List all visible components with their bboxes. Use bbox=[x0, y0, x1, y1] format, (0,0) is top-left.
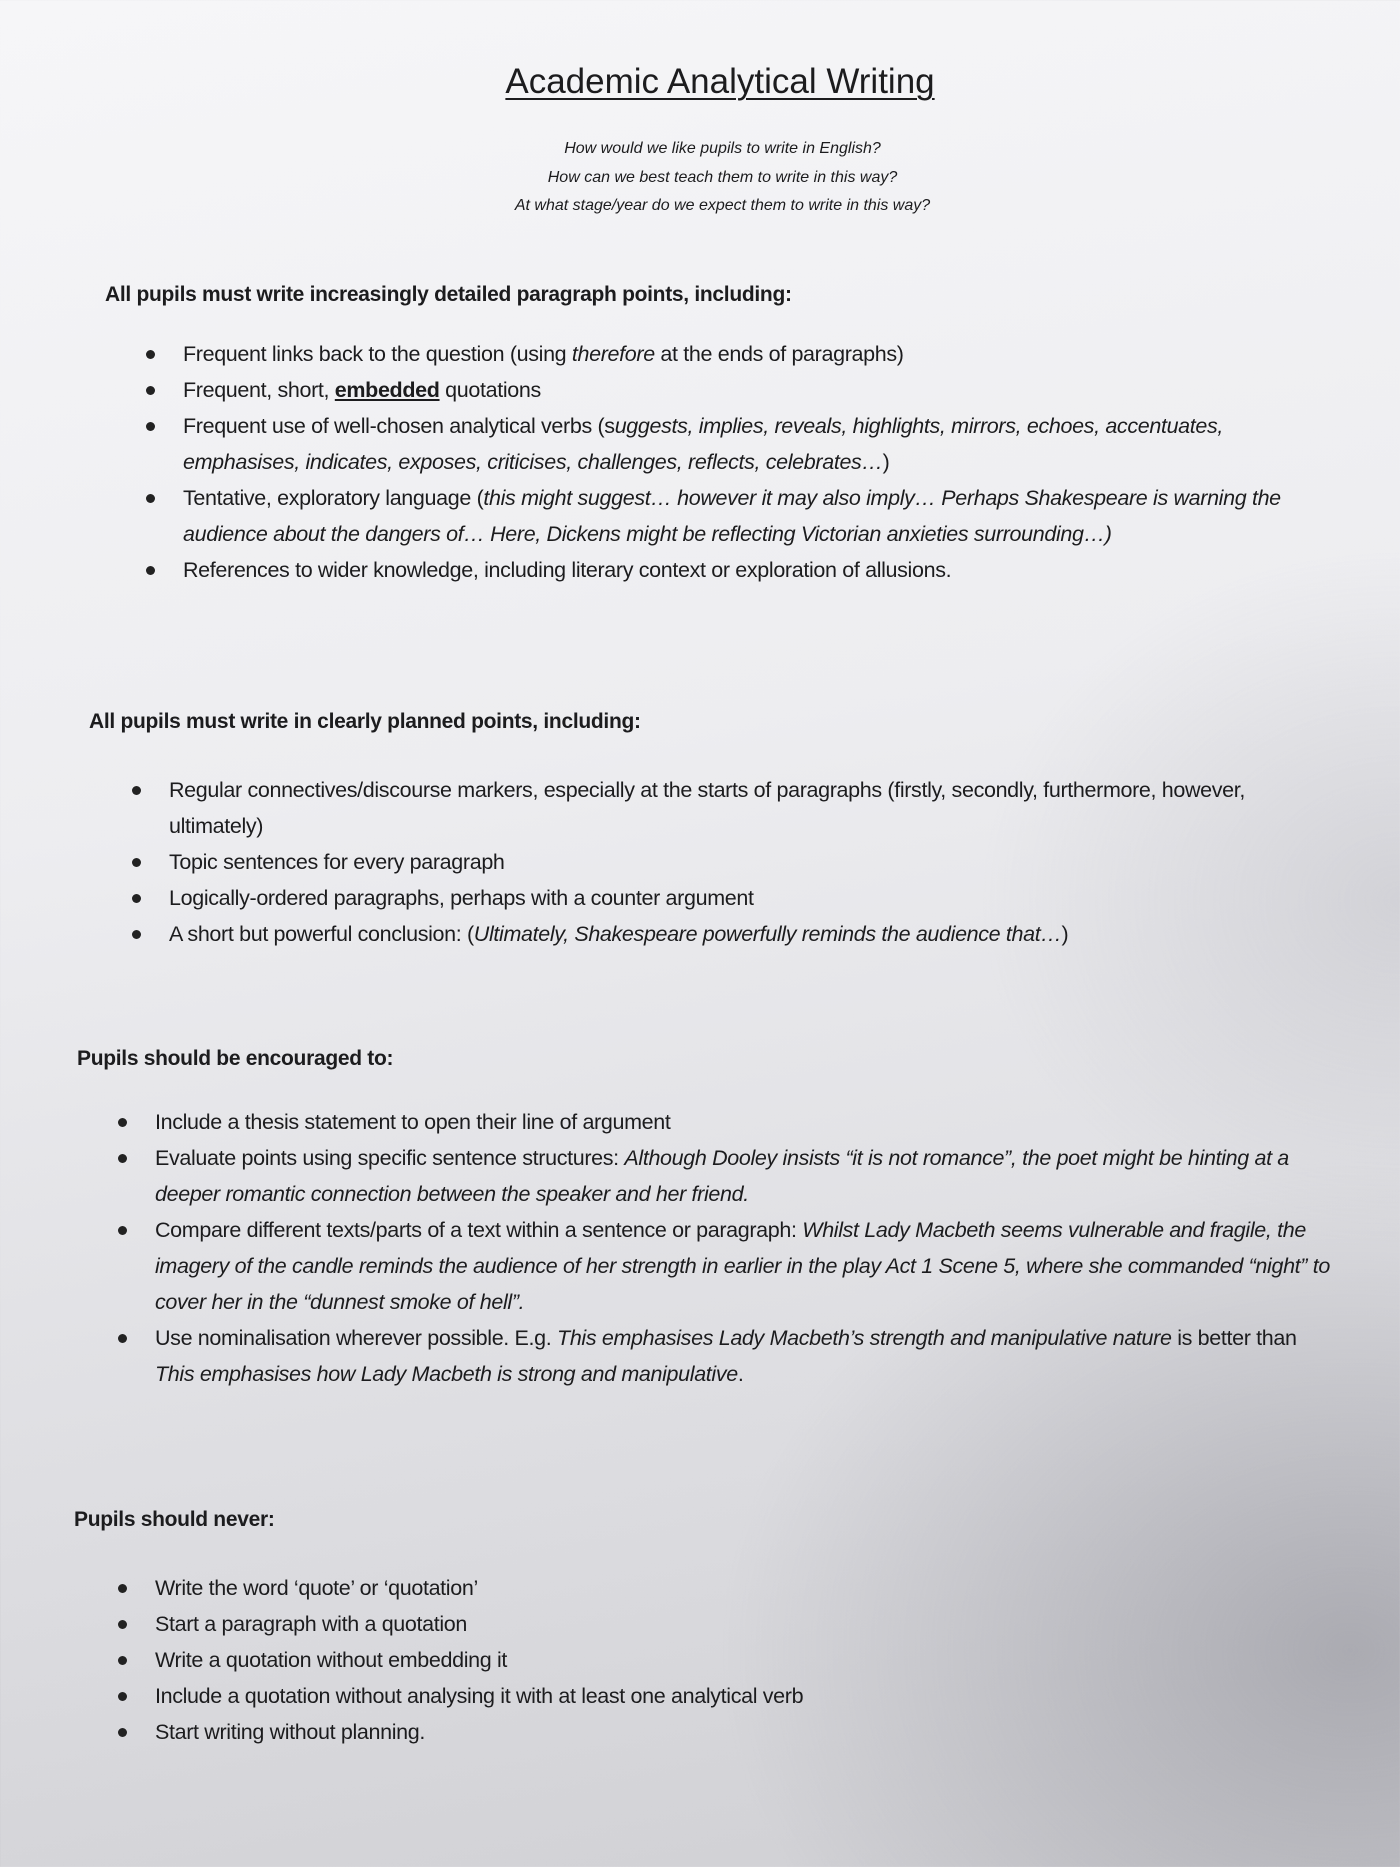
text-segment: References to wider knowledge, including literary context or exploration of allusions. bbox=[183, 558, 952, 582]
text-segment: This emphasises how Lady Macbeth is strong and manipulative bbox=[155, 1362, 738, 1386]
text-segment: This emphasises Lady Macbeth’s strength and manipulative nature bbox=[557, 1326, 1172, 1350]
bullet-list bbox=[146, 336, 1316, 588]
list-item bbox=[146, 408, 1316, 480]
text-segment: ) bbox=[882, 450, 890, 474]
list-item bbox=[118, 1714, 1338, 1750]
section-heading: All pupils must write increasingly detailed paragraph points, including: bbox=[105, 283, 792, 306]
bullet-icon bbox=[118, 1334, 127, 1343]
text-segment: ) bbox=[1061, 922, 1069, 946]
list-item bbox=[132, 844, 1342, 880]
text-segment: . bbox=[737, 1362, 744, 1386]
list-item bbox=[132, 880, 1342, 916]
text-segment: Include a quotation without analysing it with at least one analytical verb bbox=[155, 1684, 804, 1708]
text-segment: Write the word ‘quote’ or ‘quotation’ bbox=[155, 1576, 478, 1600]
list-item bbox=[146, 480, 1316, 552]
list-item bbox=[146, 372, 1316, 408]
text-segment: Tentative, exploratory language ( bbox=[183, 486, 484, 510]
subtitle-question: How can we best teach them to write in this way? bbox=[547, 169, 898, 186]
bullet-icon bbox=[132, 894, 141, 903]
section-heading: Pupils should never: bbox=[74, 1508, 275, 1531]
text-segment: Frequent, short, bbox=[183, 378, 335, 402]
text-segment: uggests, implies, reveals, highlights, mirrors, echoes, accentuates, emphasises, indicates, exposes, criticises, challenges, reflects, celebrates… bbox=[183, 414, 1224, 474]
text-segment: embedded bbox=[334, 378, 440, 402]
text-segment: Whilst Lady Macbeth seems vulnerable and fragile, the imagery of the candle reminds the audience of her strength in earlier in the play Act 1 Scene 5, where she commanded “night” to cover her in the “dunnest smoke of hell”. bbox=[155, 1218, 1330, 1314]
bullet-icon bbox=[118, 1226, 127, 1235]
list-item bbox=[118, 1104, 1338, 1140]
text-segment: Compare different texts/parts of a text within a sentence or paragraph: bbox=[155, 1218, 803, 1242]
bullet-icon bbox=[146, 422, 155, 431]
bullet-icon bbox=[118, 1154, 127, 1163]
text-segment: is better than bbox=[1171, 1326, 1297, 1350]
bullet-list bbox=[118, 1104, 1338, 1392]
text-segment: Although Dooley insists “it is not romance”, the poet might be hinting at a deeper romantic connection between the speaker and her friend. bbox=[155, 1146, 1289, 1206]
text-segment: quotations bbox=[439, 378, 541, 402]
subtitle-question: At what stage/year do we expect them to write in this way? bbox=[514, 197, 931, 214]
bullet-icon bbox=[132, 858, 141, 867]
text-segment: Ultimately, Shakespeare powerfully reminds the audience that… bbox=[473, 922, 1062, 946]
list-item bbox=[132, 772, 1342, 844]
text-segment: A short but powerful conclusion: ( bbox=[169, 922, 474, 946]
bullet-icon bbox=[146, 386, 155, 395]
bullet-icon bbox=[132, 786, 141, 795]
bullet-icon bbox=[118, 1620, 127, 1629]
subtitle-question: How would we like pupils to write in English? bbox=[564, 140, 881, 157]
bullet-list bbox=[118, 1570, 1338, 1750]
text-segment: Regular connectives/discourse markers, especially at the starts of paragraphs (firstly, secondly, furthermore, however, ultimately) bbox=[169, 778, 1246, 838]
list-item bbox=[118, 1606, 1338, 1642]
list-item bbox=[118, 1212, 1338, 1320]
bullet-icon bbox=[146, 494, 155, 503]
bullet-icon bbox=[118, 1118, 127, 1127]
text-segment: Start a paragraph with a quotation bbox=[155, 1612, 468, 1636]
list-item bbox=[118, 1570, 1338, 1606]
list-item bbox=[146, 552, 1316, 588]
text-segment: Topic sentences for every paragraph bbox=[169, 850, 505, 874]
list-item bbox=[118, 1320, 1338, 1392]
list-item bbox=[118, 1140, 1338, 1212]
text-segment: Start writing without planning. bbox=[155, 1720, 425, 1744]
list-item bbox=[118, 1678, 1338, 1714]
bullet-icon bbox=[146, 566, 155, 575]
document-title: Academic Analytical Writing bbox=[505, 62, 935, 101]
list-item bbox=[146, 336, 1316, 372]
bullet-list bbox=[132, 772, 1342, 952]
bullet-icon bbox=[118, 1692, 127, 1701]
text-segment: Write a quotation without embedding it bbox=[155, 1648, 508, 1672]
text-segment: Frequent use of well-chosen analytical verbs (s bbox=[183, 414, 615, 438]
text-segment: therefore bbox=[571, 342, 655, 366]
text-segment: Logically-ordered paragraphs, perhaps with a counter argument bbox=[169, 886, 754, 910]
bullet-icon bbox=[132, 930, 141, 939]
bullet-icon bbox=[118, 1728, 127, 1737]
text-segment: Use nominalisation wherever possible. E.g. bbox=[155, 1326, 558, 1350]
bullet-icon bbox=[118, 1584, 127, 1593]
text-segment: at the ends of paragraphs) bbox=[654, 342, 904, 366]
text-segment: Frequent links back to the question (using bbox=[183, 342, 572, 366]
section-heading: All pupils must write in clearly planned points, including: bbox=[89, 710, 641, 733]
text-segment: Evaluate points using specific sentence structures: bbox=[155, 1146, 625, 1170]
list-item bbox=[132, 916, 1342, 952]
list-item bbox=[118, 1642, 1338, 1678]
bullet-icon bbox=[146, 350, 155, 359]
bullet-icon bbox=[118, 1656, 127, 1665]
section-heading: Pupils should be encouraged to: bbox=[77, 1047, 394, 1070]
text-segment: this might suggest… however it may also imply… Perhaps Shakespeare is warning the audience about the dangers of… Here, Dickens might be reflecting Victorian anxieties surrounding…) bbox=[183, 486, 1281, 546]
text-segment: Include a thesis statement to open their line of argument bbox=[155, 1110, 671, 1134]
